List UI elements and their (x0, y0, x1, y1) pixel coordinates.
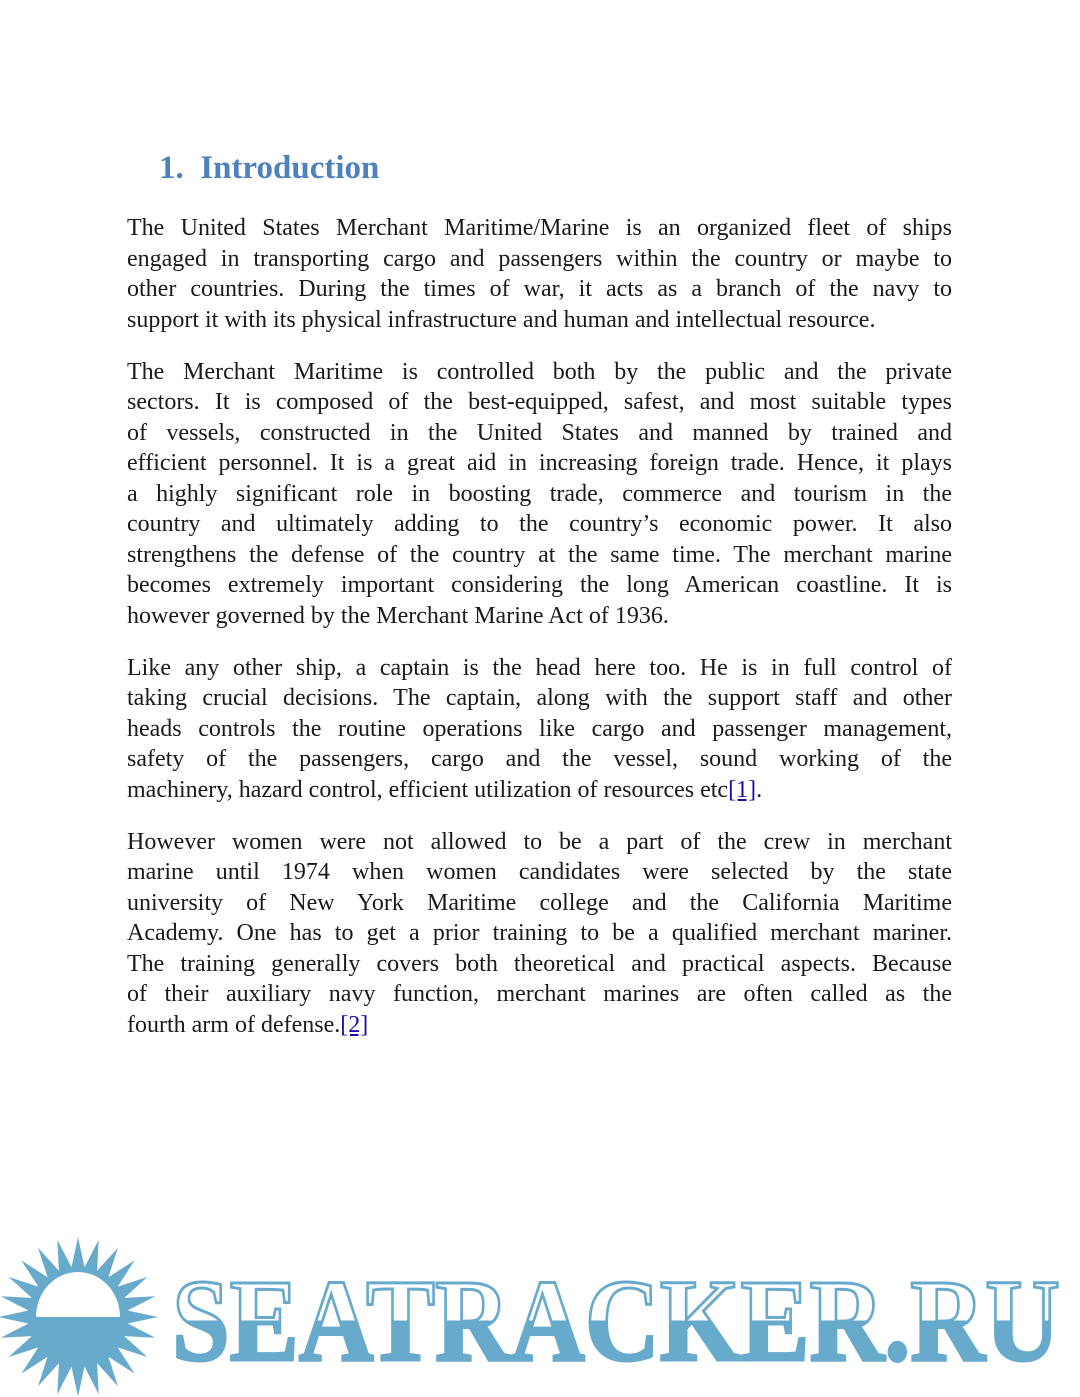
line-text: marine until 1974 when women candidates were selected by the state (127, 859, 952, 885)
paragraph (127, 827, 952, 1041)
text-line (127, 918, 952, 949)
paragraph (127, 213, 952, 335)
line-text: university of New York Maritime college and the California Maritime (127, 889, 952, 916)
text-line (127, 448, 952, 479)
line-text: country and ultimately adding to the country’s economic power. It also (127, 511, 952, 537)
text-line (127, 979, 952, 1010)
line-text: safety of the passengers, cargo and the vessel, sound working of the (127, 746, 952, 772)
line-text: However women were not allowed to be a part of the crew in merchant (127, 828, 952, 855)
text-line (127, 244, 952, 275)
text-line (127, 305, 952, 336)
text-line (127, 653, 952, 684)
sun-icon (0, 1237, 158, 1395)
section-heading (159, 150, 379, 187)
line-text: fourth arm of defense. (127, 1011, 341, 1038)
text-line (127, 213, 952, 244)
heading-title: Introduction (200, 150, 380, 186)
text-line (127, 775, 952, 806)
seatracker-logo (0, 1235, 1080, 1395)
line-text: strengthens the defense of the country at the same time. The merchant marine (127, 541, 952, 568)
text-line (127, 1010, 952, 1041)
text-line (127, 540, 952, 571)
text-line (127, 857, 952, 888)
line-text: Academy. One has to get a prior training to be a qualified merchant mariner. (127, 920, 952, 946)
text-line (127, 479, 952, 510)
text-line (127, 570, 952, 601)
line-text: a highly significant role in boosting trade, commerce and tourism in the (127, 480, 952, 507)
citation-link[interactable]: [2] (340, 1011, 369, 1038)
text-line (127, 888, 952, 919)
text-line (127, 744, 952, 775)
line-text: of their auxiliary navy function, merchant marines are often called as the (127, 981, 952, 1007)
text-line (127, 827, 952, 858)
line-text: however governed by the Merchant Marine Act of 1936. (127, 602, 669, 629)
logo-text: SEATRACKER.RU (172, 1255, 1060, 1386)
citation-link[interactable]: [1] (728, 776, 757, 803)
line-text: efficient personnel. It is a great aid in increasing foreign trade. Hence, it plays (127, 450, 952, 476)
line-text: machinery, hazard control, efficient utilization of resources etc (127, 776, 729, 803)
line-text: heads controls the routine operations like cargo and passenger management, (127, 715, 952, 742)
line-text: sectors. It is composed of the best-equipped, safest, and most suitable types (127, 389, 952, 415)
text-line (127, 714, 952, 745)
text-line (127, 418, 952, 449)
line-text: The training generally covers both theoretical and practical aspects. Because (127, 950, 952, 977)
document-body (127, 213, 952, 1062)
line-text: The Merchant Maritime is controlled both by the public and the private (127, 358, 952, 385)
text-line (127, 683, 952, 714)
text-line (127, 509, 952, 540)
text-line (127, 274, 952, 305)
text-line (127, 601, 952, 632)
line-text: becomes extremely important considering the long American coastline. It is (127, 572, 952, 598)
text-line (127, 357, 952, 388)
line-text: engaged in transporting cargo and passengers within the country or maybe to (127, 245, 952, 272)
paragraph (127, 357, 952, 632)
heading-number: 1. (159, 150, 184, 186)
paragraph (127, 653, 952, 806)
line-text: The United States Merchant Maritime/Marine is an organized fleet of ships (127, 215, 952, 241)
punctuation: . (756, 776, 763, 803)
text-line (127, 387, 952, 418)
line-text: of vessels, constructed in the United States and manned by trained and (127, 419, 952, 446)
text-line (127, 949, 952, 980)
line-text: support it with its physical infrastructure and human and intellectual resource. (127, 306, 876, 333)
line-text: taking crucial decisions. The captain, along with the support staff and other (127, 685, 952, 711)
line-text: other countries. During the times of war, it acts as a branch of the navy to (127, 276, 952, 302)
line-text: Like any other ship, a captain is the head here too. He is in full control of (127, 654, 952, 681)
